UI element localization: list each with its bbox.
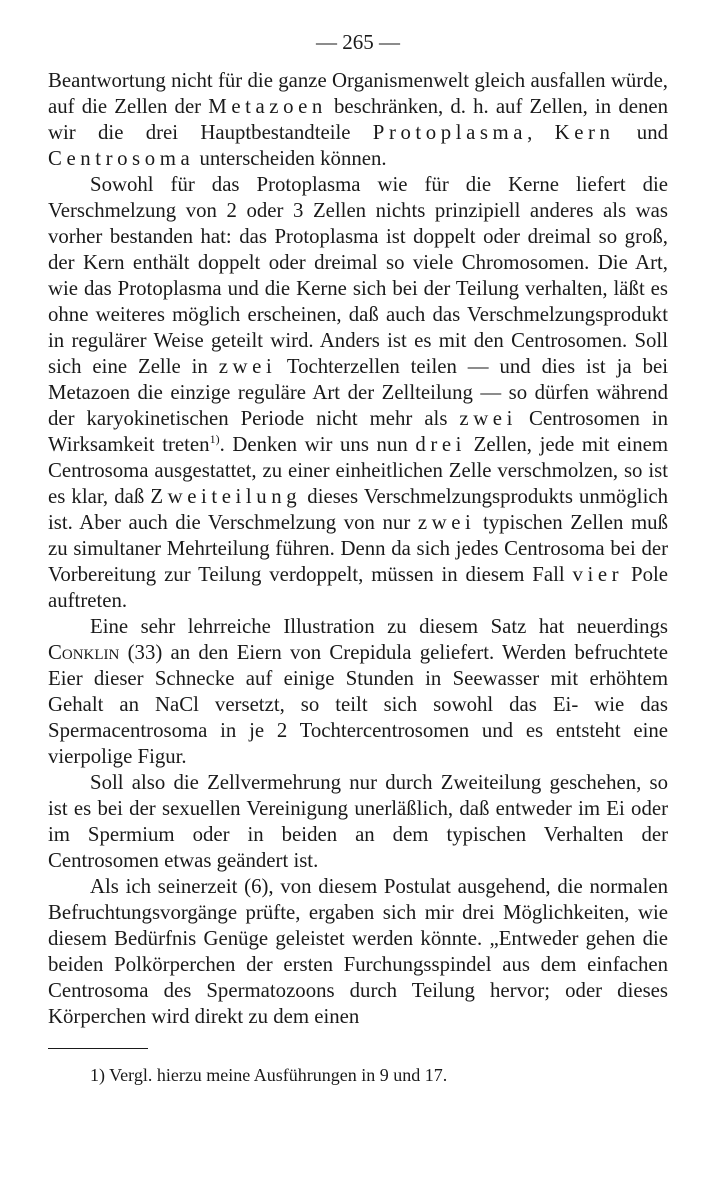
spaced-term-centrosoma: Centrosoma <box>48 147 195 170</box>
text-run: unterscheiden können. <box>194 147 387 170</box>
paragraph-3 <box>48 614 668 770</box>
spaced-term-protoplasma: Protoplasma <box>372 121 528 144</box>
paragraph-2 <box>48 172 668 614</box>
text-run: Centrosomen in Wirksamkeit treten <box>48 407 668 456</box>
text-run: Als ich seinerzeit (6), von diesem Postulat ausgehend, die normalen Befruchtungsvorgänge prüfte, ergaben sich mir drei Möglichkeiten, wie diesem Bedürfnis Genüge geleistet werden könnte. „Entweder gehen die beiden Polkörperchen der ersten Furchungsspindel aus dem einfachen Centrosoma des Spermatozoons durch Teilung hervor; oder dieses Körperchen wird direkt zu dem einen <box>48 875 668 1028</box>
spaced-term-vier: vier <box>572 563 624 586</box>
text-run: , <box>527 121 555 144</box>
spaced-term-kern: Kern <box>554 121 615 144</box>
author-name-conklin: Conklin <box>48 641 120 664</box>
footnote: 1) Vergl. hierzu meine Ausführungen in 9 und 17. <box>90 1065 448 1085</box>
text-run: Pole auftreten. <box>48 563 668 612</box>
text-run: Beantwortung nicht für die ganze Organismenwelt gleich ausfallen würde, auf die Zellen der <box>48 69 668 118</box>
text-run: typischen Zellen muß zu simultaner Mehrteilung führen. Denn da sich jedes Centrosoma bei der Vorbereitung zur Teilung verdoppelt, müssen in diesem Fall <box>48 511 668 586</box>
text-run: Sowohl für das Protoplasma wie für die Kerne liefert die Verschmelzung von 2 oder 3 Zellen nichts prinzipiell anderes als was vorher bestanden hat: das Protoplasma ist doppelt oder dreimal so groß, der Kern enthält doppelt oder dreimal so viele Chromosomen. Die Art, wie das Protoplasma und die Kerne sich bei der Teilung verhalten, läßt es ohne weiteres möglich erscheinen, daß auch das Verschmelzungsprodukt in regulärer Weise geteilt wird. Anders ist es mit den Centrosomen. Soll sich eine Zelle in <box>48 173 668 378</box>
page-number: — 265 — <box>316 30 400 54</box>
paragraph-5 <box>48 874 668 1030</box>
text-run: dieses Verschmelzungsprodukts unmöglich ist. Aber auch die Verschmelzung von nur <box>48 485 668 534</box>
text-run: . Denken wir uns nun <box>219 433 416 456</box>
text-run: Zellen, jede mit einem Centrosoma ausgestattet, zu einer einheitlichen Zelle verschmolzen, so ist es klar, daß <box>48 433 668 508</box>
spaced-term-zwei: zwei <box>218 355 277 378</box>
spaced-term-zwei: zwei <box>417 511 476 534</box>
text-run: (33) an den Eiern von Crepidula geliefert. Werden befruchtete Eier dieser Schnecke auf einige Stunden in Seewasser mit erhöhtem Gehalt an NaCl versetzt, so teilt sich sowohl das Ei- wie das Spermacentrosoma in je 2 Tochtercentrosomen und es entsteht eine vierpolige Figur. <box>48 641 668 768</box>
footnote-separator <box>48 1048 148 1049</box>
text-run: beschränken, d. h. auf Zellen, in denen wir die drei Hauptbestandteile <box>48 95 668 144</box>
spaced-term-metazoen: Metazoen <box>208 95 327 118</box>
text-run: Tochterzellen teilen — und dies ist ja bei Metazoen die einzige reguläre Art der Zellteilung — so dürfen während der karyokinetischen Periode nicht mehr als <box>48 355 668 430</box>
paragraph-1 <box>48 68 668 172</box>
text-run: Soll also die Zellvermehrung nur durch Zweiteilung geschehen, so ist es bei der sexuellen Vereinigung unerläßlich, daß entweder im Ei oder im Spermium oder in beiden an dem typischen Verhalten der Centrosomen etwas geändert ist. <box>48 771 668 872</box>
document-page <box>48 28 668 1087</box>
body-text <box>48 68 668 1030</box>
footnote-reference: 1) <box>209 432 220 447</box>
text-run: und <box>614 121 668 144</box>
text-run: Eine sehr lehrreiche Illustration zu diesem Satz hat neuerdings <box>90 615 668 638</box>
spaced-term-drei: drei <box>415 433 466 456</box>
paragraph-4 <box>48 770 668 874</box>
spaced-term-zwei: zwei <box>459 407 517 430</box>
spaced-term-zweiteilung: Zweiteilung <box>150 485 302 508</box>
